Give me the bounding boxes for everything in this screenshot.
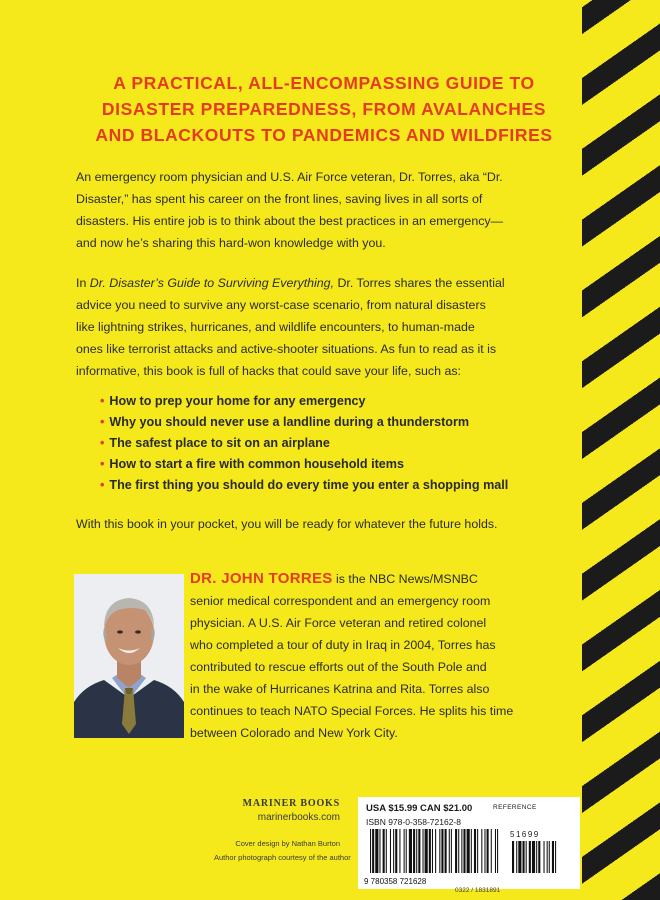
barcode-bar [435,829,436,873]
barcode-bar [409,829,412,873]
bio-line: senior medical correspondent and an emergency room [190,594,491,608]
barcode-bar [463,829,465,873]
author-bio [190,568,580,744]
addon-bar [544,841,545,873]
barcode-bar [477,829,478,873]
list-item-text: How to prep your home for any emergency [109,394,366,408]
bullet-icon: • [100,478,105,492]
barcode-bar [416,829,417,873]
barcode-bar [418,829,420,873]
barcode-bar [423,829,424,873]
barcode-bar [471,829,472,873]
barcode-bar [484,829,485,873]
intro-paragraph [76,166,576,254]
price-label: USA $15.99 CAN $21.00 [366,803,473,814]
bio-line: contributed to rescue efforts out of the South Pole and [190,660,487,674]
summary-line: like lightning strikes, hurricanes, and wildlife encounters, to human-made [76,320,475,334]
barcode-bar [404,829,405,873]
barcode-bar [395,829,397,873]
intro-line: An emergency room physician and U.S. Air Force veteran, Dr. Torres, aka “Dr. [76,170,503,184]
barcode-bar [495,829,496,873]
book-title: Dr. Disaster’s Guide to Surviving Everything, [89,276,335,290]
addon-bar [516,841,517,873]
barcode-bar [451,829,452,873]
barcode-panel [358,797,580,889]
bullet-icon: • [100,436,105,450]
barcode-bar [383,829,385,873]
bio-line-rest: is the NBC News/MSNBC [332,572,478,586]
barcode-bar [390,829,391,873]
barcode-bar [379,829,380,873]
publisher-block [214,797,351,865]
barcode-bar [413,829,415,873]
barcode-bar [481,829,482,873]
hazard-stripe-border [582,0,660,900]
addon-bar [518,841,521,873]
intro-line: Disaster,” has spent his career on the front lines, saving lives in all sorts of [76,192,483,206]
barcode-bar [439,829,440,873]
intro-line: disasters. His entire job is to think about the best practices in an emergency— [76,214,503,228]
list-item-text: Why you should never use a landline during a thunderstorm [109,415,470,429]
barcode-bar [429,829,431,873]
addon-bar [536,841,537,873]
bio-line [190,568,580,590]
author-photo [74,574,184,738]
addon-bar [547,841,548,873]
barcode-icon [362,827,576,887]
barcode-bar [497,829,498,873]
list-item [100,391,570,412]
summary-line: ones like terrorist attacks and active-shooter situations. As fun to read as it is [76,342,497,356]
barcode-bar [406,829,407,873]
bio-line: physician. A U.S. Air Force veteran and retired colonel [190,616,487,630]
author-name: DR. JOHN TORRES [190,570,333,587]
list-item-text: How to start a fire with common household items [109,457,405,471]
addon-bar [555,841,556,873]
barcode-bar [461,829,462,873]
barcode-bar [487,829,489,873]
barcode-bar [491,829,492,873]
headline-line: DISASTER PREPAREDNESS, FROM AVALANCHES [101,99,547,119]
bio-line: in the wake of Hurricanes Katrina and Rita. Torres also [190,682,490,696]
bio-line: continues to teach NATO Special Forces. He splits his time [190,704,514,718]
headline-line: AND BLACKOUTS TO PANDEMICS AND WILDFIRES [95,125,553,145]
summary-line [76,272,576,294]
barcode-bar [455,829,457,873]
bullet-icon: • [100,457,105,471]
barcode-bar [467,829,470,873]
addon-bar [552,841,554,873]
addon-bar [549,841,550,873]
addon-bar [512,841,514,873]
summary-prefix: In [76,276,90,290]
list-item-text: The safest place to sit on an airplane [109,436,330,450]
barcode-bar [458,829,459,873]
barcode-bar [375,829,378,873]
addon-number: 51699 [510,830,540,839]
print-code: 0322 / 1831891 [455,887,501,894]
summary-paragraph [76,272,576,382]
hacks-list [100,391,570,496]
summary-line: informative, this book is full of hacks that could save your life, such as: [76,364,461,378]
barcode-bar [441,829,443,873]
bullet-icon: • [100,415,105,429]
addon-bar [529,841,531,873]
barcode-bar [399,829,400,873]
barcode-digits: 9 780358 721628 [364,877,427,886]
headline [74,70,574,148]
addon-bar [526,841,527,873]
bio-line: between Colorado and New York City. [190,726,398,740]
isbn-label: ISBN 978-0-358-72162-8 [366,817,461,827]
barcode-bar [386,829,387,873]
publisher-name: MARINER BOOKS [242,798,340,809]
author-portrait-image [74,574,184,738]
list-item [100,433,570,454]
summary-line: advice you need to survive any worst-case scenario, from natural disasters [76,298,486,312]
barcode-bar [432,829,433,873]
addon-bar [538,841,540,873]
publisher-website: marinerbooks.com [257,812,340,823]
photo-credit: Author photograph courtesy of the author [214,853,351,862]
list-item [100,412,570,433]
barcode-bar [372,829,374,873]
barcode-bar [474,829,476,873]
summary-suffix: Dr. Torres shares the essential [334,276,505,290]
barcode-bar [393,829,394,873]
bullet-icon: • [100,394,105,408]
cover-credit: Cover design by Nathan Burton [235,839,340,848]
category-label: REFERENCE [493,804,537,811]
list-item-text: The first thing you should do every time you enter a shopping mall [109,478,509,492]
barcode-bar [425,829,428,873]
barcode-bar [370,829,371,873]
barcode-bar [449,829,450,873]
list-item [100,454,570,475]
intro-line: and now he’s sharing this hard-won knowledge with you. [76,236,386,250]
closing-line: With this book in your pocket, you will be ready for whatever the future holds. [76,517,498,531]
bio-line: who completed a tour of duty in Iraq in 2004, Torres has [190,638,496,652]
barcode-bar [445,829,447,873]
list-item [100,475,570,496]
addon-bar [523,841,525,873]
headline-line: A PRACTICAL, ALL-ENCOMPASSING GUIDE TO [113,73,535,93]
addon-bar [532,841,535,873]
